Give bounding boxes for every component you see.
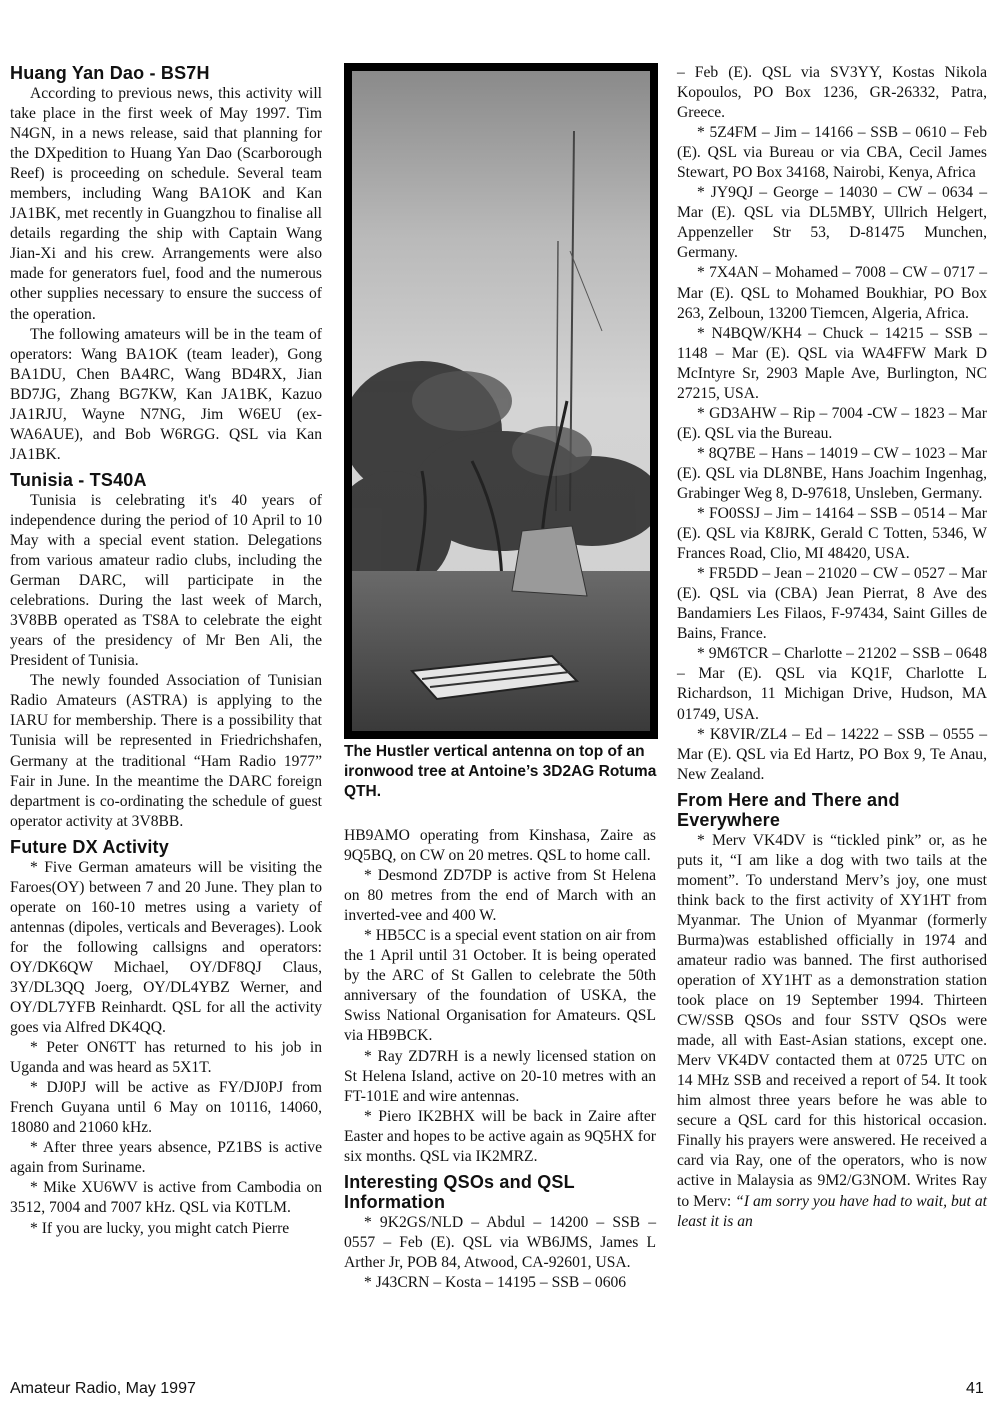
- antenna-photo: [352, 71, 650, 731]
- paragraph: * GD3AHW – Rip – 7004 -CW – 1823 – Mar (E). QSL via the Bureau.: [677, 404, 987, 442]
- paragraph: * 9M6TCR – Charlotte – 21202 – SSB – 0648 – Mar (E). QSL via KQ1F, Charlotte L Richardson, 11 Michigan Drive, Hudson, MA 01749, USA.: [677, 645, 987, 723]
- paragraph: – Feb (E). QSL via SV3YY, Kostas Nikola Kopoulos, PO Box 1236, GR-26332, Patra, Greece.: [677, 64, 987, 122]
- photo-frame: [344, 63, 658, 739]
- paragraph: * DJ0PJ will be active as FY/DJ0PJ from French Guyana until 6 May on 10116, 14060, 18080 and 21060 kHz.: [10, 1079, 322, 1137]
- column-3: [677, 63, 987, 1232]
- quote-italic: “I am sorry you have had to wait, but at least it is an: [677, 1192, 987, 1230]
- paragraph: * 9K2GS/NLD – Abdul – 14200 – SSB – 0557 – Feb (E). QSL via WB6JMS, James L Arther Jr, POB 84, Atwood, CA-92601, USA.: [344, 1213, 656, 1271]
- paragraph: * K8VIR/ZL4 – Ed – 14222 – SSB – 0555 – Mar (E). QSL via Ed Hartz, PO Box 9, Te Anau, New Zealand.: [677, 725, 987, 783]
- paragraph: HB9AMO operating from Kinshasa, Zaire as 9Q5BQ, on CW on 20 metres. QSL to home call.: [344, 827, 656, 865]
- paragraph: * HB5CC is a special event station on air from the 1 April until 31 October. It is being operated by the ARC of St Gallen to celebrate the 50th anniversary of the foundation of USKA, the Swiss National Organisation for Amateurs. QSL via HB9BCK.: [344, 927, 656, 1045]
- paragraph: According to previous news, this activity will take place in the first week of May 1997. Tim N4GN, in a news release, said that planning for the DXpedition to Huang Yan Dao (Scarborough Reef) is proceeding on schedule. Several team members, including Wang BA1OK and Kan JA1BK, met recently in Guangzhou to finalise all details regarding the ship with Captain Wang Jian-Xi and his crew. Arrangements were also made for generators fuel, food and the numerous other supplies necessary to ensure the success of the operation.: [10, 85, 322, 323]
- column-2: [344, 826, 656, 1293]
- paragraph: * 5Z4FM – Jim – 14166 – SSB – 0610 – Feb (E). QSL via Bureau or via CBA, Cecil James Stewart, PO Box 34168, Nairobi, Kenya, Africa: [677, 124, 987, 182]
- paragraph: * If you are lucky, you might catch Pierre: [30, 1219, 290, 1237]
- paragraph: * Five German amateurs will be visiting the Faroes(OY) between 7 and 20 June. They plan to operate on 160-10 metres using a variety of antennas (dipoles, verticals and Beverages). Look for the following callsigns and operators: OY/DK6QW Michael, OY/DF8QJ Claus, 3Y/DL3QQ Joerg, OY/DL4YBZ Werner, and OY/DL7YFB Reinhardt. QSL for all the activity goes via Alfred DK4QQ.: [10, 858, 322, 1037]
- heading-tunisia: Tunisia - TS40A: [10, 469, 147, 490]
- column-1: [10, 63, 322, 1239]
- paragraph: * Mike XU6WV is active from Cambodia on 3512, 7004 and 7007 kHz. QSL via K0TLM.: [10, 1179, 322, 1217]
- paragraph: * Desmond ZD7DP is active from St Helena on 80 metres from the end of March with an inverted-vee and 400 W.: [344, 867, 656, 925]
- paragraph: * N4BQW/KH4 – Chuck – 14215 – SSB – 1148 – Mar (E). QSL via WA4FFW Mark D McIntyre Sr, 2903 Maple Ave, Burlington, NC 27215, USA.: [677, 324, 987, 402]
- heading-future-dx: Future DX Activity: [10, 836, 169, 857]
- footer-publication: Amateur Radio, May 1997: [10, 1380, 196, 1397]
- paragraph: * After three years absence, PZ1BS is active again from Suriname.: [10, 1139, 322, 1177]
- paragraph: * 8Q7BE – Hans – 14019 – CW – 1023 – Mar (E). QSL via DL8NBE, Hans Joachim Ingenhag, Grabinger Weg 8, D-97618, Unsleben, Germany.: [677, 444, 987, 502]
- paragraph: * Piero IK2BHX will be back in Zaire after Easter and hopes to be active again as 9Q5HX for six months. QSL via IK2MRZ.: [344, 1107, 656, 1165]
- paragraph: * 7X4AN – Mohamed – 7008 – CW – 0717 – Mar (E). QSL to Mohamed Boukhiar, PO Box 263, Zelboun, 13200 Tiemcen, Algeria, Africa.: [677, 264, 987, 322]
- heading-interesting-qsos: Interesting QSOs and QSL Information: [344, 1171, 575, 1212]
- heading-from-here-and-there: From Here and There and Everywhere: [677, 789, 900, 830]
- heading-huang-yan-dao: Huang Yan Dao - BS7H: [10, 63, 210, 83]
- paragraph: The following amateurs will be in the team of operators: Wang BA1OK (team leader), Gong BA1DU, Chen BA4RC, Wang BD4RX, Jian BD7JG, Zhang BG7KW, Kan JA1BK, Kazuo JA1RJU, Wayne N7NG, Jim W6EU (ex-WA6AUE), and Bob W6RGG. QSL via Kan JA1BK.: [10, 325, 322, 463]
- paragraph: * FO0SSJ – Jim – 14164 – SSB – 0514 – Mar (E). QSL via K8JRK, Gerald C Totten, 5346, W Frances Road, Clio, MI 48420, USA.: [677, 505, 987, 563]
- paragraph: * FR5DD – Jean – 21020 – CW – 0527 – Mar (E). QSL via (CBA) Jean Pierrat, 8 Ave des Bandamiers Les Filaos, F-97434, Saint Gilles de Bains, France.: [677, 565, 987, 643]
- paragraph: * Ray ZD7RH is a newly licensed station on St Helena Island, active on 20-10 metres with an FT-101E and wire antennas.: [344, 1047, 656, 1105]
- paragraph-text: * Merv VK4DV is “tickled pink” or, as he puts it, “I am like a dog with two tails at the moment”. To understand Merv’s joy, one must think back to the first activity of XY1HT from Myanmar. The Union of Myanmar (formerly Burma)was established officially in 1974 and amateur radio was banned. The first authorised operation of XY1HT as a demonstration station took place on 19 September 1994. Thirteen CW/SSB QSOs and four SSTV QSOs were made, all with East-Asian stations, except one. Merv VK4DV contacted them at 0725 UTC on 14 MHz SSB and received a report of 54. It took him almost three years before he was able to secure a QSL card for this historical occasion. Finally his prayers were answered. He received a card via Ray, one of the operators, who is now active in Malaysia as 9M2/G3NOM. Writes Ray to Merv:: [677, 831, 987, 1210]
- paragraph: The newly founded Association of Tunisian Radio Amateurs (ASTRA) is applying to the IARU for membership. There is a possibility that Tunisia will be represented in Friedrichshafen, Germany at the traditional “Ham Radio 1977” Fair in June. In the meantime the DARC foreign department is co-ordinating the schedule of guest operator activity at 3V8BB.: [10, 672, 322, 830]
- paragraph: * JY9QJ – George – 14030 – CW – 0634 – Mar (E). QSL via DL5MBY, Ullrich Helgert, Appenzeller Str 53, D-81475 Munchen, Germany.: [677, 184, 987, 262]
- paragraph: [677, 831, 987, 1232]
- paragraph: Tunisia is celebrating it's 40 years of independence during the period of 10 April to 10 May with a special event station. Delegations from various amateur radio clubs, including the German DARC, will participate in the celebrations. During the last week of March, 3V8BB operated as TS8A to celebrate the eight years of the presidency of Mr Ben Ali, the President of Tunisia.: [10, 491, 322, 670]
- paragraph: * Peter ON6TT has returned to his job in Uganda and was heard as 5X1T.: [10, 1039, 322, 1077]
- paragraph: * J43CRN – Kosta – 14195 – SSB – 0606: [364, 1273, 627, 1291]
- photo-caption: The Hustler vertical antenna on top of an ironwood tree at Antoine’s 3D2AG Rotuma QTH.: [344, 743, 657, 800]
- page-number: 41: [966, 1380, 984, 1397]
